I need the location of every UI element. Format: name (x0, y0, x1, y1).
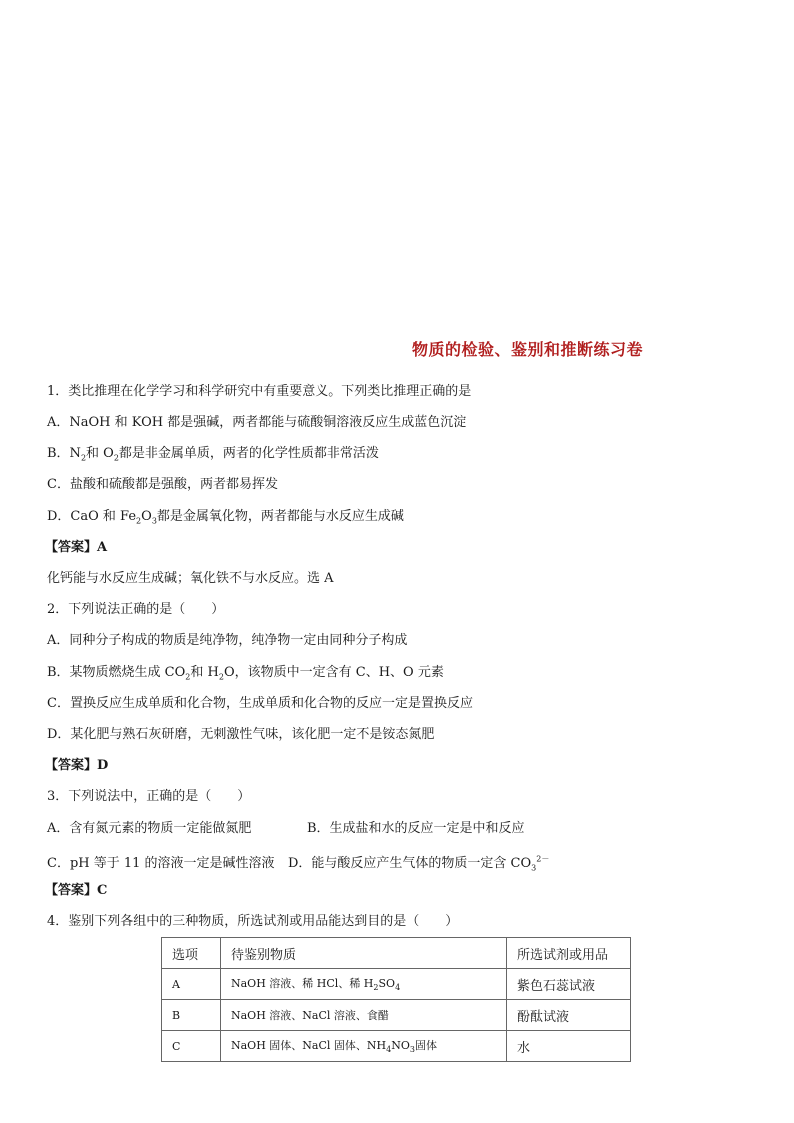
question-1-explanation: 化钙能与水反应生成碱；氧化铁不与水反应。选 A (47, 571, 334, 586)
question-3-option-a: A．含有氮元素的物质一定能做氮肥 (47, 821, 252, 836)
table-cell-substances: NaOH 溶液、稀 HCl、稀 $H_2SO_4$ (221, 969, 507, 1000)
table-cell-reagent: 酚酞试液 (507, 1000, 631, 1031)
question-2-option-c: C．置换反应生成单质和化合物，生成单质和化合物的反应一定是置换反应 (47, 696, 473, 711)
question-2-stem: 2．下列说法正确的是（ ） (47, 602, 225, 617)
question-4-stem: 4．鉴别下列各组中的三种物质，所选试剂或用品能达到目的是（ ） (47, 914, 459, 929)
table-header-reagent: 所选试剂或用品 (507, 938, 631, 969)
page-title: 物质的检验、鉴别和推断练习卷 (412, 340, 644, 359)
question-2-answer: 【答案】D (45, 758, 109, 773)
question-1-option-c: C．盐酸和硫酸都是强酸，两者都易挥发 (47, 477, 278, 492)
question-3-option-c: C．pH 等于 11 的溶液一定是碱性溶液 (47, 856, 275, 872)
table-cell-option: B (162, 1000, 221, 1031)
question-3-stem: 3．下列说法中，正确的是（ ） (47, 789, 251, 804)
table-row (162, 1031, 631, 1062)
question-3-options-ab (47, 821, 525, 837)
question-3-option-d: D．能与酸反应产生气体的物质一定含 $CO_3^{2-}$ (288, 855, 550, 873)
question-2-option-d: D．某化肥与熟石灰研磨，无刺激性气味，该化肥一定不是铵态氮肥 (47, 727, 435, 742)
table-cell-option: A (162, 969, 221, 1000)
question-1-stem: 1．类比推理在化学学习和科学研究中有重要意义。下列类比推理正确的是 (47, 384, 472, 399)
table-cell-option: C (162, 1031, 221, 1062)
table-row (162, 969, 631, 1000)
table-cell-reagent: 紫色石蕊试液 (507, 969, 631, 1000)
question-1-option-d: D．CaO 和 $Fe_2O_3$都是金属氧化物，两者都能与水反应生成碱 (47, 509, 404, 526)
question-3-answer: 【答案】C (45, 883, 108, 898)
question-1-option-a: A．NaOH 和 KOH 都是强碱，两者都能与硫酸铜溶液反应生成蓝色沉淀 (47, 415, 467, 430)
table-header-option: 选项 (162, 938, 221, 969)
table-cell-substances: NaOH 溶液、NaCl 溶液、食醋 (221, 1000, 507, 1031)
question-1-option-b: B．$N_2$和 $O_2$都是非金属单质，两者的化学性质都非常活泼 (47, 446, 379, 463)
question-4-table (161, 937, 631, 1062)
table-header-row (162, 938, 631, 969)
question-1-answer: 【答案】A (45, 540, 108, 555)
question-2-option-b: B．某物质燃烧生成 $CO_2$和 $H_2O$，该物质中一定含有 C、H、O 元素 (47, 665, 444, 682)
table-row (162, 1000, 631, 1031)
question-3-options-cd (47, 852, 549, 877)
question-2-option-a: A．同种分子构成的物质是纯净物，纯净物一定由同种分子构成 (47, 633, 408, 648)
question-3-option-b: B．生成盐和水的反应一定是中和反应 (307, 821, 525, 836)
table-cell-substances: NaOH 固体、NaCl 固体、$NH_4NO_3$固体 (221, 1031, 507, 1062)
table-header-substances: 待鉴别物质 (221, 938, 507, 969)
table-cell-reagent: 水 (507, 1031, 631, 1062)
